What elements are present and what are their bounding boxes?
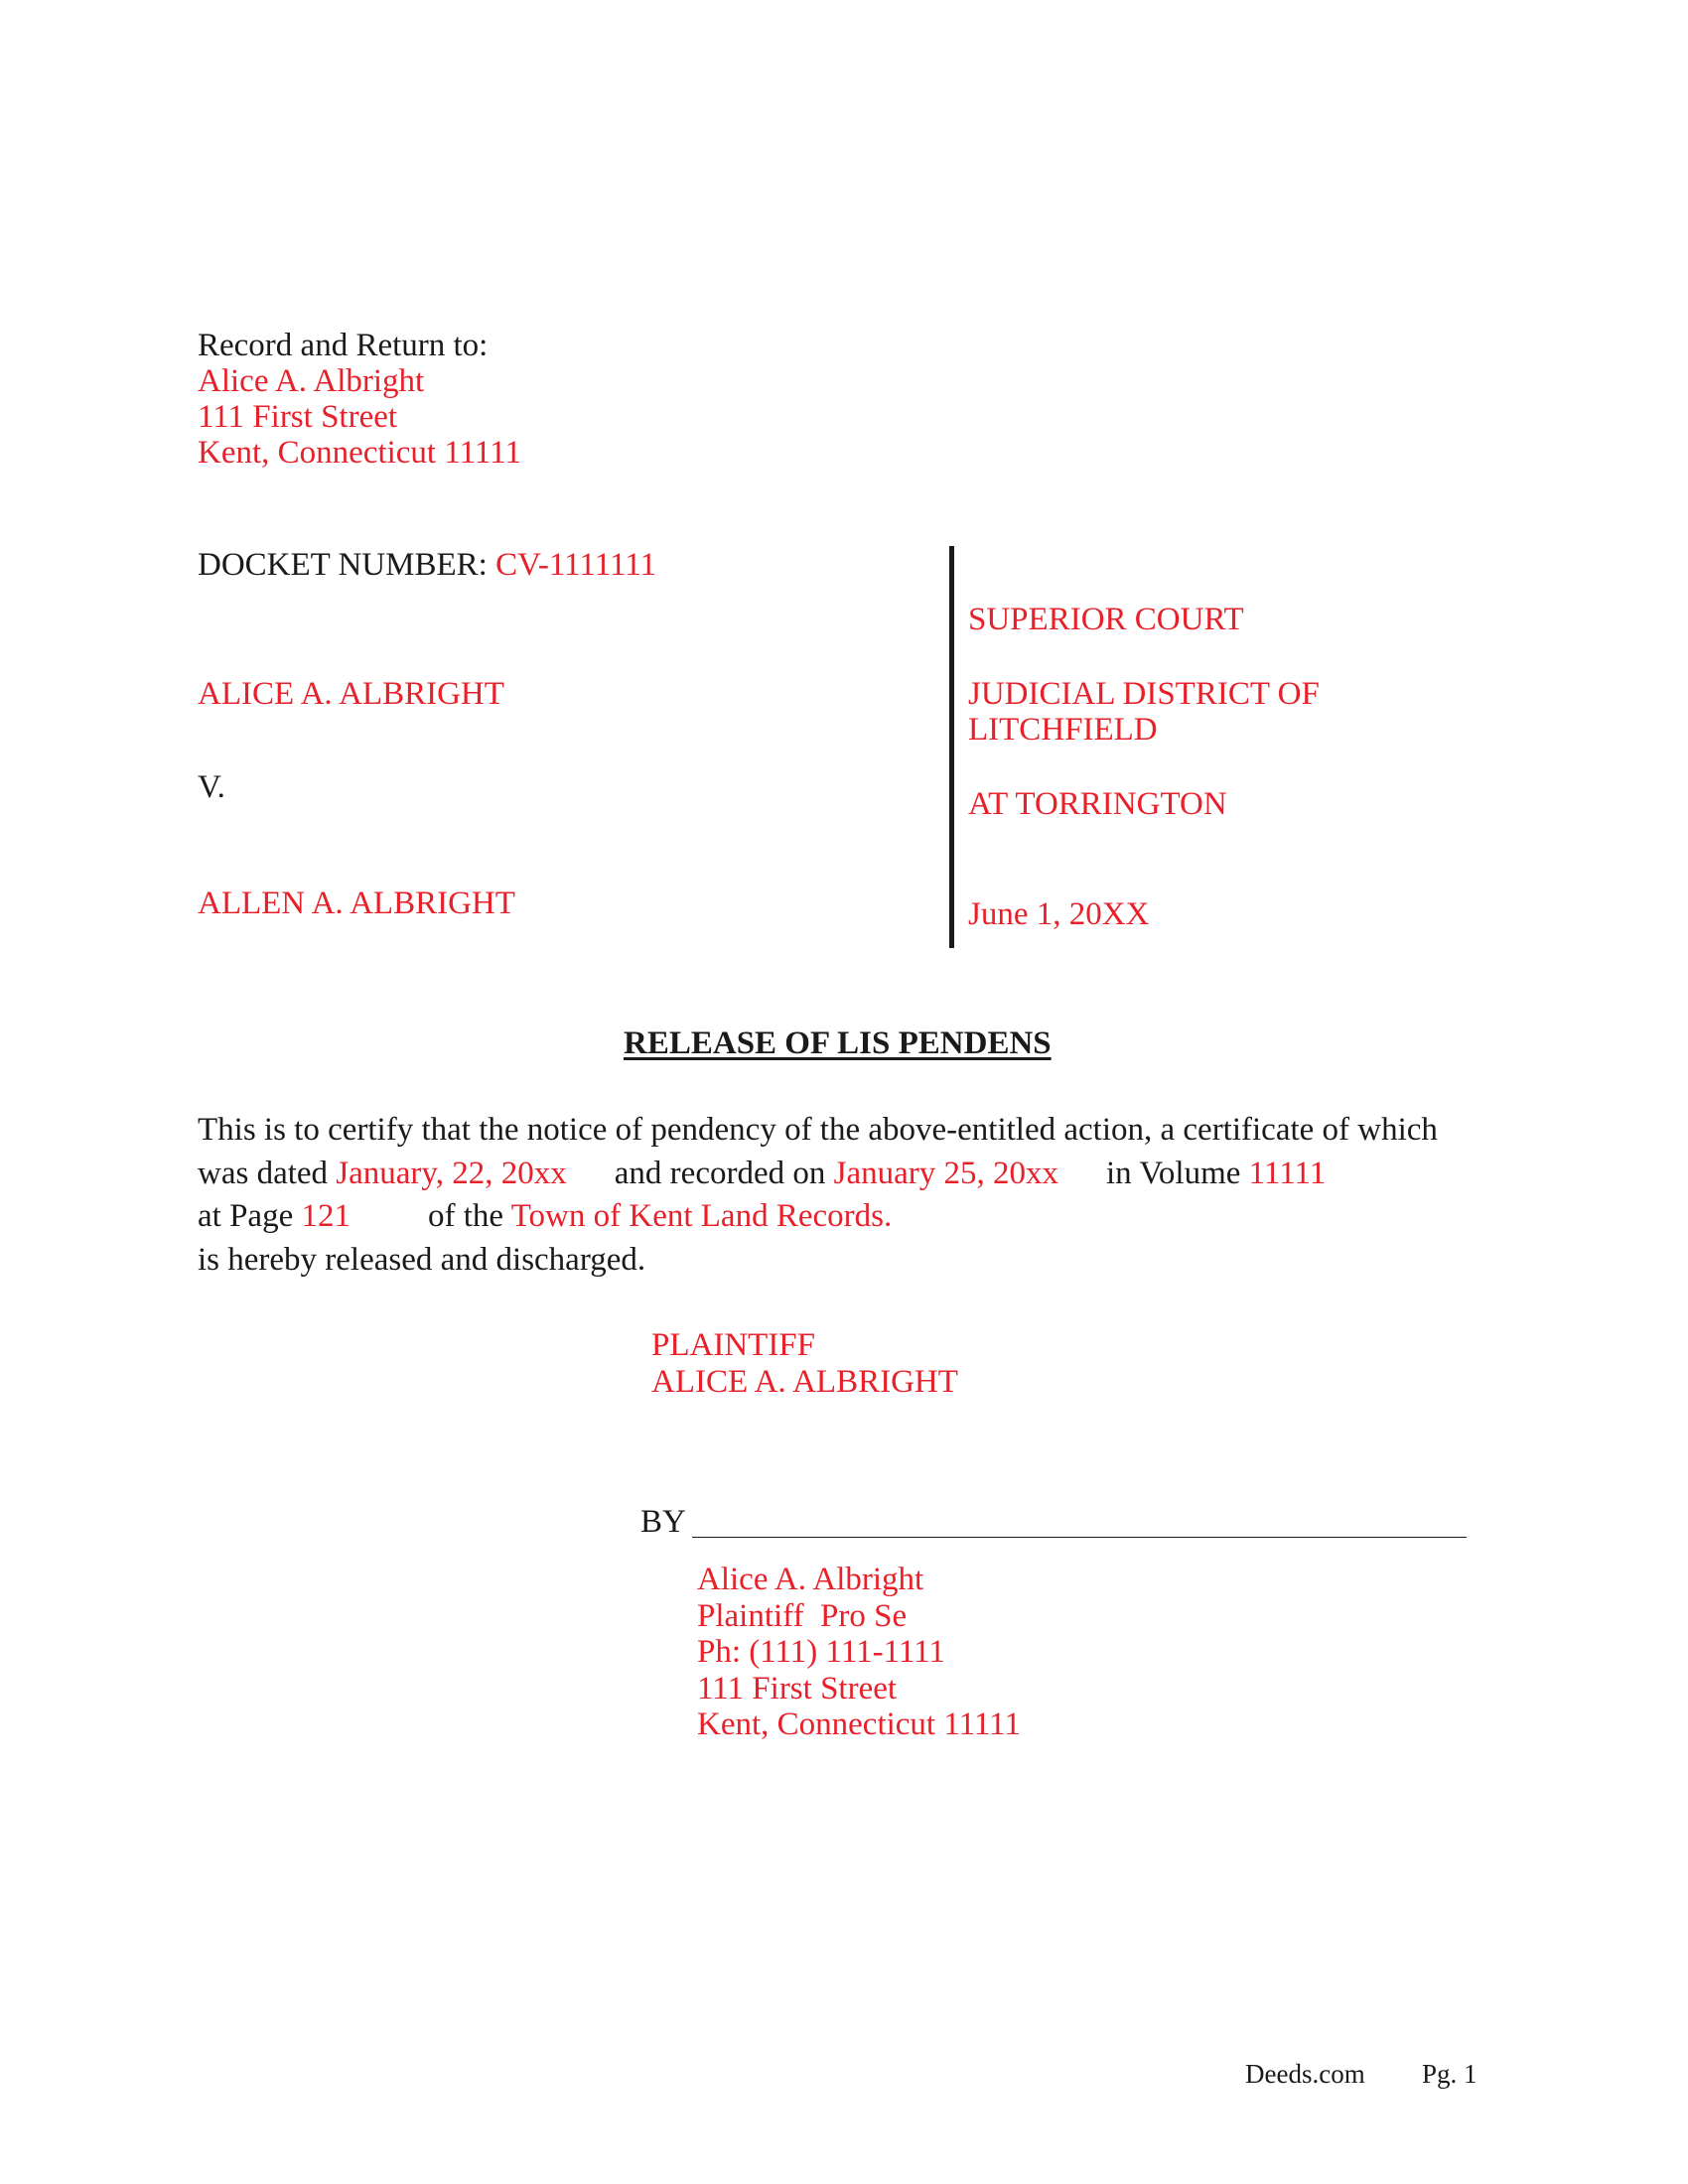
in-volume-text: in Volume (1106, 1155, 1241, 1191)
contact-street: 111 First Street (697, 1670, 898, 1706)
docket-number: CV-1111111 (495, 547, 657, 583)
caption-divider (949, 546, 954, 948)
return-street: 111 First Street (198, 399, 398, 435)
recorded-value: January 25, 20xx (833, 1155, 1058, 1191)
district-line-1: JUDICIAL DISTRICT OF (968, 676, 1320, 712)
contact-phone: Ph: (111) 111-1111 (697, 1634, 945, 1670)
of-the-text: of the (427, 1198, 504, 1234)
body-line-1: This is to certify that the notice of pendency of the above-entitled action, a certificate of which (198, 1112, 1438, 1148)
body-line-3 (198, 1195, 1438, 1239)
signer-block (651, 1327, 958, 1401)
signature-line (692, 1537, 1467, 1538)
court-name: SUPERIOR COURT (968, 602, 1244, 637)
court-date: June 1, 20XX (968, 896, 1150, 932)
docket-line (198, 547, 656, 583)
signer-role: PLAINTIFF (651, 1327, 816, 1363)
recorded-on-text: and recorded on (614, 1155, 826, 1191)
document-title: RELEASE OF LIS PENDENS (624, 1025, 1052, 1061)
return-city-state-zip: Kent, Connecticut 11111 (198, 435, 521, 471)
record-and-return-block (198, 328, 521, 471)
caption-plaintiff: ALICE A. ALBRIGHT (198, 676, 504, 712)
page-value: 121 (301, 1198, 351, 1234)
footer-page-number: Pg. 1 (1422, 2059, 1477, 2089)
by-label: BY (640, 1504, 686, 1540)
volume-value: 11111 (1248, 1155, 1327, 1191)
body-line-2 (198, 1153, 1438, 1196)
contact-block (697, 1562, 1021, 1743)
contact-city-state-zip: Kent, Connecticut 11111 (697, 1706, 1021, 1742)
district-line-2: LITCHFIELD (968, 712, 1158, 748)
footer-brand: Deeds.com (1245, 2059, 1365, 2089)
was-dated-text: was dated (198, 1155, 329, 1191)
record-return-label: Record and Return to: (198, 328, 489, 363)
records-value: Town of Kent Land Records. (510, 1198, 893, 1234)
judicial-district (968, 676, 1320, 748)
return-name: Alice A. Albright (198, 363, 425, 399)
signer-name: ALICE A. ALBRIGHT (651, 1364, 958, 1400)
contact-name: Alice A. Albright (697, 1562, 924, 1597)
caption-defendant: ALLEN A. ALBRIGHT (198, 886, 515, 921)
caption-versus: V. (198, 769, 225, 805)
contact-capacity: Plaintiff Pro Se (697, 1597, 908, 1634)
body-paragraph (198, 1109, 1438, 1282)
docket-label: DOCKET NUMBER: (198, 547, 488, 583)
court-location: AT TORRINGTON (968, 786, 1227, 822)
dated-value: January, 22, 20xx (336, 1155, 567, 1191)
at-page-text: at Page (198, 1198, 294, 1234)
body-line-4: is hereby released and discharged. (198, 1241, 646, 1278)
